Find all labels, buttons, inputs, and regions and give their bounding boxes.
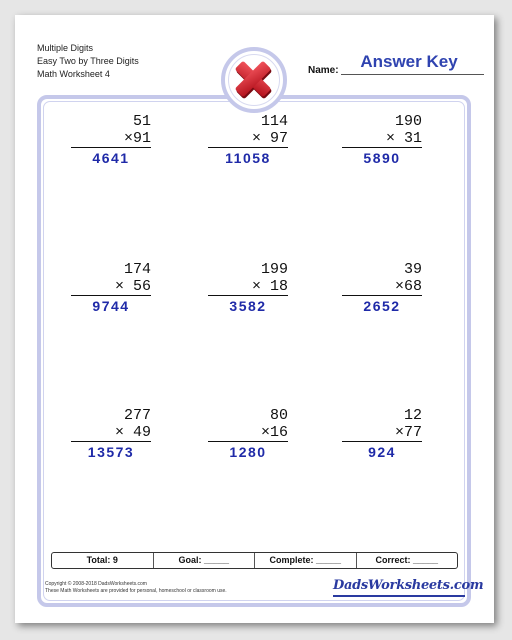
multiplier: × 18: [208, 278, 288, 296]
problem-9: [342, 407, 422, 461]
title-line-3: Math Worksheet 4: [37, 69, 110, 79]
multiplier: × 56: [71, 278, 151, 296]
name-label: Name:: [308, 65, 339, 76]
answer-key-text: Answer Key: [360, 52, 458, 71]
answer: 924: [368, 444, 396, 460]
answer: 4641: [92, 150, 130, 166]
answer: 13573: [87, 444, 135, 460]
multiplier: ×68: [342, 278, 422, 296]
problem-4: [71, 261, 151, 315]
multiplier: × 31: [342, 130, 422, 148]
multiplicand: 80: [269, 407, 288, 424]
problem-8: [208, 407, 288, 461]
multiplier: ×91: [71, 130, 151, 148]
multiplier: ×77: [342, 424, 422, 442]
multiplicand: 114: [260, 113, 288, 130]
answer: 9744: [92, 298, 130, 314]
multiplier: × 49: [71, 424, 151, 442]
answer: 11058: [225, 150, 271, 166]
copyright-line-2: These Math Worksheets are provided for personal, homeschool or classroom use.: [45, 588, 227, 594]
answer: 1280: [229, 444, 267, 460]
score-bar: [51, 552, 458, 569]
name-line: [341, 74, 484, 75]
answer: 3582: [229, 298, 267, 314]
answer-key-badge: [221, 47, 287, 113]
problem-1: [71, 113, 151, 167]
problem-6: [342, 261, 422, 315]
problems-frame: [37, 95, 471, 607]
multiplicand: 174: [123, 261, 151, 278]
red-x-icon: [231, 57, 277, 103]
problem-7: [71, 407, 151, 461]
correct-cell: Correct: _____: [375, 555, 439, 565]
answer: 2652: [363, 298, 401, 314]
problem-3: [342, 113, 422, 167]
title-line-1: Multiple Digits: [37, 43, 94, 53]
multiplicand: 199: [260, 261, 288, 278]
multiplier: × 97: [208, 130, 288, 148]
copyright-notice: [45, 581, 227, 595]
brand-underline: [333, 595, 465, 597]
complete-cell: Complete: _____: [255, 553, 357, 568]
worksheet-page: [15, 15, 494, 623]
multiplicand: 277: [123, 407, 151, 424]
multiplicand: 51: [132, 113, 151, 130]
goal-cell: Goal: _____: [154, 553, 256, 568]
worksheet-title: [37, 42, 139, 81]
total-cell: Total: 9: [52, 553, 154, 568]
multiplier: ×16: [208, 424, 288, 442]
copyright-line-1: Copyright © 2008-2018 DadsWorksheets.com: [45, 581, 147, 587]
answer: 5890: [363, 150, 401, 166]
multiplicand: 12: [403, 407, 422, 424]
title-line-2: Easy Two by Three Digits: [37, 56, 139, 66]
brand-logo: DadsWorksheets.com: [333, 578, 484, 593]
multiplicand: 39: [403, 261, 422, 278]
multiplicand: 190: [394, 113, 422, 130]
problem-2: [208, 113, 288, 167]
problem-5: [208, 261, 288, 315]
